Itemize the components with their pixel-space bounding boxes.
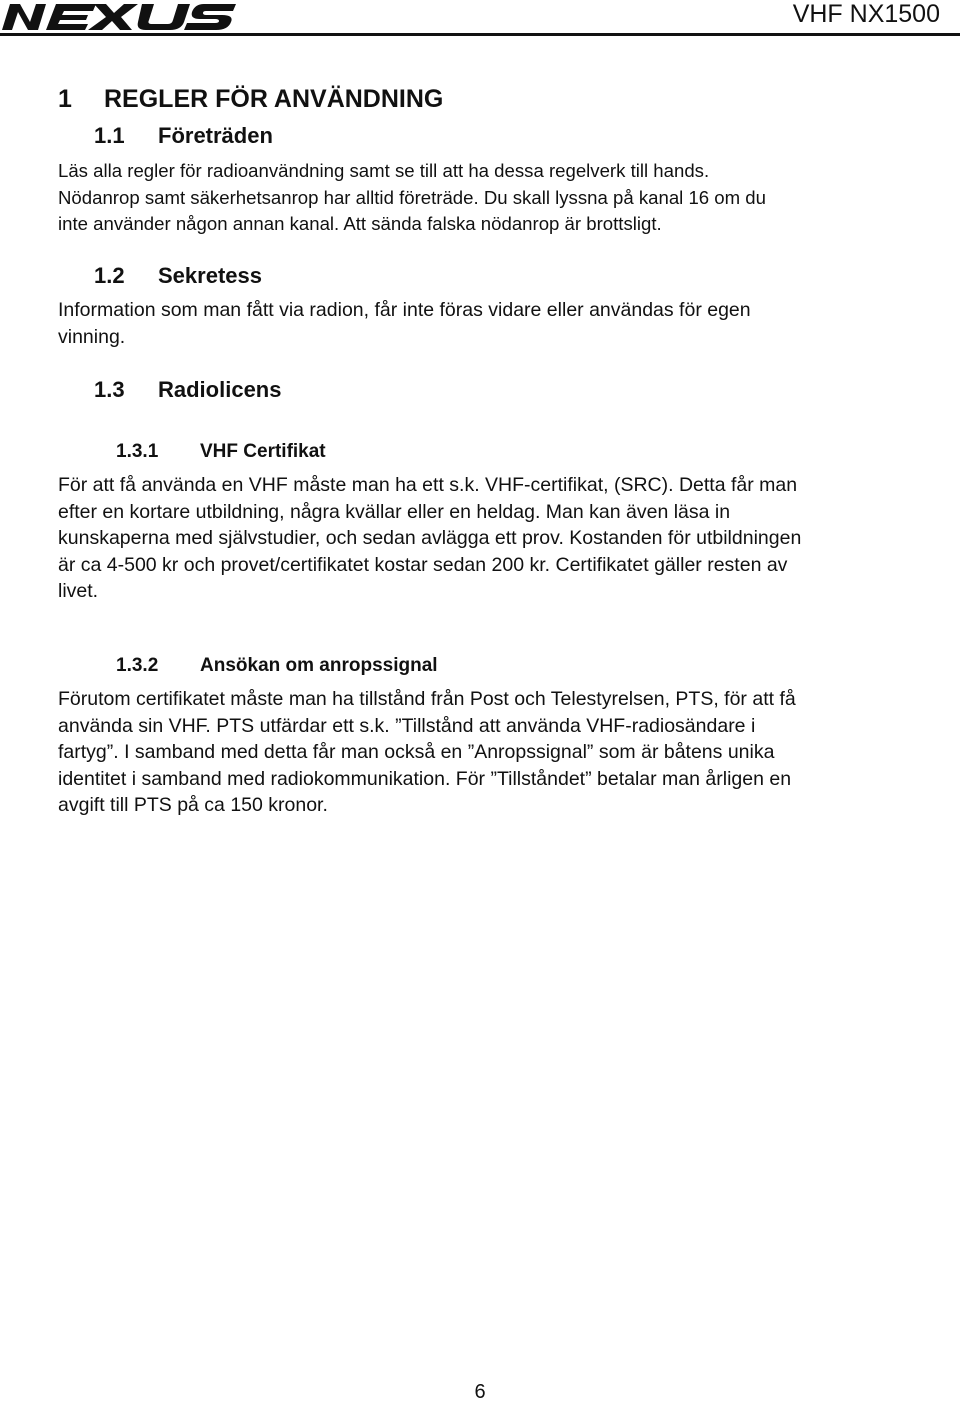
paragraph-line: För att få använda en VHF måste man ha ett s.k. VHF-certifikat, (SRC). Detta får man [58, 474, 798, 496]
paragraph-line: använda sin VHF. PTS utfärdar ett s.k. ”Tillstånd att använda VHF-radiosändare i [58, 714, 756, 737]
paragraph-line: Nödanrop samt säkerhetsanrop har alltid företräde. Du skall lyssna på kanal 16 om du [58, 186, 766, 208]
section-1-heading [58, 84, 443, 114]
paragraph-line: vinning. [58, 325, 126, 348]
section-1-2-title: Sekretess [158, 263, 262, 288]
section-1-1-heading [94, 122, 273, 150]
section-1-3-1-number: 1.3.1 [116, 441, 159, 462]
section-1-3-1-heading [116, 439, 326, 465]
paragraph-line: fartyg”. I samband med detta får man också en ”Anropssignal” som är båtens unika [58, 741, 775, 763]
page-header [0, 0, 960, 36]
section-1-1-body [58, 158, 766, 238]
section-1-3-title: Radiolicens [158, 377, 282, 402]
paragraph-line: är ca 4-500 kr och provet/certifikatet kostar sedan 200 kr. Certifikatet gäller resten av [58, 553, 788, 576]
section-1-1-number: 1.1 [94, 123, 125, 148]
section-1-3-2-heading [116, 653, 438, 679]
section-1-number: 1 [58, 85, 72, 113]
paragraph-line: identitet i samband med radiokommunikation. För ”Tillståndet” betalar man årligen en [58, 767, 792, 790]
section-1-3-1-title: VHF Certifikat [200, 441, 326, 462]
section-1-3-2-body [58, 686, 796, 819]
paragraph-line: Information som man fått via radion, får inte föras vidare eller användas för egen [58, 299, 751, 321]
model-name: VHF NX1500 [792, 0, 940, 28]
section-1-title: REGLER FÖR ANVÄNDNING [104, 85, 444, 113]
section-1-1-title: Företräden [158, 123, 273, 148]
paragraph-line: inte använder någon annan kanal. Att sända falska nödanrop är brottsligt. [58, 213, 662, 234]
section-1-2-heading [94, 262, 262, 290]
paragraph-line: avgift till PTS på ca 150 kronor. [58, 794, 328, 816]
section-1-3-2-number: 1.3.2 [116, 655, 159, 676]
header-rule [0, 33, 960, 36]
section-1-3-1-body [58, 472, 801, 605]
nexus-logo [0, 0, 236, 34]
section-1-3-2-title: Ansökan om anropssignal [200, 655, 438, 676]
section-1-3-heading [94, 376, 281, 404]
section-1-3-number: 1.3 [94, 377, 125, 402]
paragraph-line: Läs alla regler för radioanvändning samt se till att ha dessa regelverk till hands. [58, 160, 710, 181]
page-number: 6 [474, 1381, 486, 1403]
paragraph-line: kunskaperna med självstudier, och sedan avlägga ett prov. Kostanden för utbildningen [58, 527, 802, 549]
paragraph-line: Förutom certifikatet måste man ha tillstånd från Post och Telestyrelsen, PTS, för att få [58, 688, 796, 710]
section-1-2-number: 1.2 [94, 263, 125, 288]
paragraph-line: efter en kortare utbildning, några kvällar eller en heldag. Man kan även läsa in [58, 500, 731, 523]
paragraph-line: livet. [58, 580, 99, 602]
section-1-2-body [58, 297, 751, 350]
